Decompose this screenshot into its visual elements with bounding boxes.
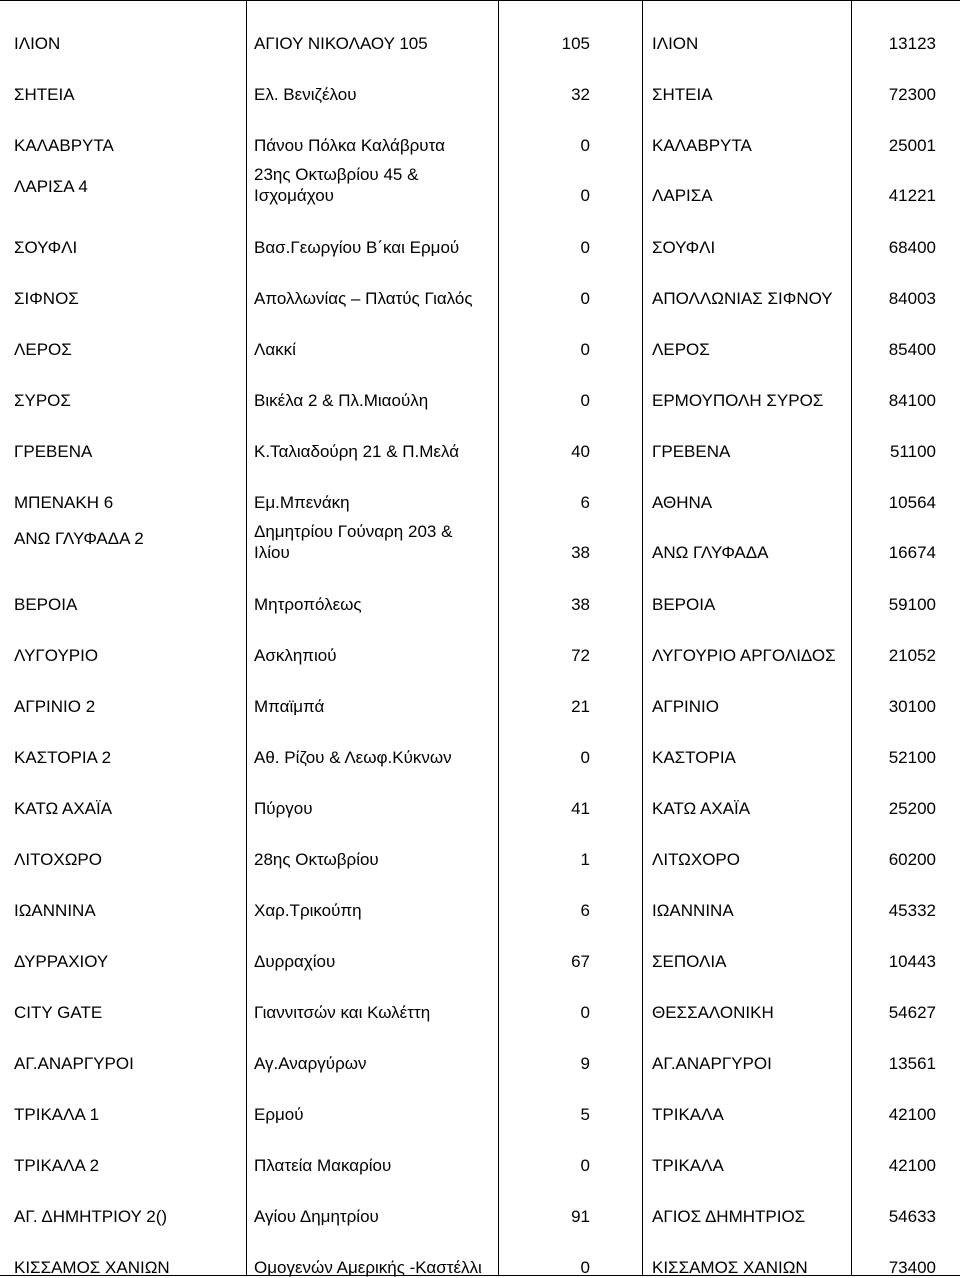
zip-cell: 60200 [888, 850, 936, 869]
street-cell: Εμ.Μπενάκη [254, 493, 350, 512]
number-cell: 105 [561, 34, 590, 53]
city-cell: ΣΟΥΦΛΙ [652, 238, 716, 257]
city-cell: ΒΕΡΟΙΑ [652, 595, 716, 614]
number-cell: 32 [571, 85, 590, 104]
street-cell: Δυρραχίου [254, 952, 336, 971]
column-divider [246, 0, 247, 1276]
street-cell: Ασκληπιού [254, 646, 337, 665]
city-cell: ΑΓΡΙΝΙΟ [652, 697, 719, 716]
city-cell: ΛΙΤΩΧΟΡΟ [652, 850, 740, 869]
street-cell: Ερμού [254, 1105, 304, 1124]
area-cell: ΙΛΙΟΝ [14, 34, 61, 53]
column-divider [642, 0, 643, 1276]
area-cell: ΒΕΡΟΙΑ [14, 595, 78, 614]
street-cell: Κ.Ταλιαδούρη 21 & Π.Μελά [254, 442, 460, 461]
zip-cell: 42100 [888, 1156, 936, 1175]
zip-cell: 13123 [888, 34, 936, 53]
number-cell: 38 [571, 543, 590, 562]
city-cell: ΚΙΣΣΑΜΟΣ ΧΑΝΙΩΝ [652, 1258, 808, 1277]
city-cell: ΣΗΤΕΙΑ [652, 85, 713, 104]
number-cell: 0 [580, 1003, 590, 1022]
number-cell: 6 [580, 493, 590, 512]
area-cell: ΔΥΡΡΑΧΙΟΥ [14, 952, 109, 971]
area-cell: ΚΑΤΩ ΑΧΑΪΑ [14, 799, 113, 818]
column-divider [498, 0, 499, 1276]
number-cell: 41 [571, 799, 590, 818]
zip-cell: 68400 [888, 238, 936, 257]
street-cell: Απολλωνίας – Πλατύς Γιαλός [254, 289, 473, 308]
number-cell: 0 [580, 136, 590, 155]
number-cell: 0 [580, 238, 590, 257]
area-cell: ΓΡΕΒΕΝΑ [14, 442, 93, 461]
number-cell: 5 [580, 1105, 590, 1124]
number-cell: 0 [580, 1156, 590, 1175]
street-cell: Χαρ.Τρικούπη [254, 901, 362, 920]
number-cell: 0 [580, 289, 590, 308]
number-cell: 1 [580, 850, 590, 869]
city-cell: ΚΑΛΑΒΡΥΤΑ [652, 136, 752, 155]
number-cell: 40 [571, 442, 590, 461]
number-cell: 0 [580, 340, 590, 359]
number-cell: 6 [580, 901, 590, 920]
zip-cell: 54633 [888, 1207, 936, 1226]
zip-cell: 41221 [888, 186, 936, 205]
area-cell: ΛΥΓΟΥΡΙΟ [14, 646, 99, 665]
city-cell: ΑΘΗΝΑ [652, 493, 713, 512]
zip-cell: 30100 [888, 697, 936, 716]
area-cell: ΣΟΥΦΛΙ [14, 238, 78, 257]
zip-cell: 45332 [888, 901, 936, 920]
area-cell: ΛΙΤΟΧΩΡΟ [14, 850, 102, 869]
street-cell: 28ης Οκτωβρίου [254, 850, 379, 869]
area-cell: ΑΝΩ ΓΛΥΦΑΔΑ 2 [14, 529, 144, 548]
number-cell: 72 [571, 646, 590, 665]
city-cell: ΑΓ.ΑΝΑΡΓΥΡΟΙ [652, 1054, 772, 1073]
area-cell: ΜΠΕΝΑΚΗ 6 [14, 493, 114, 512]
area-cell: CITY GATE [14, 1003, 103, 1022]
city-cell: ΤΡΙΚΑΛΑ [652, 1105, 724, 1124]
area-cell: ΛΕΡΟΣ [14, 340, 72, 359]
street-cell: Αγίου Δημητρίου [254, 1207, 379, 1226]
street-cell: Ελ. Βενιζέλου [254, 85, 357, 104]
zip-cell: 54627 [888, 1003, 936, 1022]
number-cell: 91 [571, 1207, 590, 1226]
zip-cell: 73400 [888, 1258, 936, 1277]
zip-cell: 52100 [888, 748, 936, 767]
street-cell: Δημητρίου Γούναρη 203 & Ιλίου [254, 522, 453, 562]
number-cell: 0 [580, 391, 590, 410]
city-cell: ΤΡΙΚΑΛΑ [652, 1156, 724, 1175]
street-cell: Πύργου [254, 799, 313, 818]
city-cell: ΙΛΙΟΝ [652, 34, 699, 53]
area-cell: ΤΡΙΚΑΛΑ 1 [14, 1105, 100, 1124]
area-cell: ΛΑΡΙΣΑ 4 [14, 177, 88, 196]
city-cell: ΚΑΣΤΟΡΙΑ [652, 748, 736, 767]
area-cell: ΣΗΤΕΙΑ [14, 85, 75, 104]
city-cell: ΛΑΡΙΣΑ [652, 186, 713, 205]
street-cell: Αθ. Ρίζου & Λεωφ.Κύκνων [254, 748, 452, 767]
area-cell: ΑΓΡΙΝΙΟ 2 [14, 697, 96, 716]
city-cell: ΕΡΜΟΥΠΟΛΗ ΣΥΡΟΣ [652, 391, 824, 410]
street-cell: Μπαϊμπά [254, 697, 325, 716]
street-cell: Λακκί [254, 340, 296, 359]
area-cell: ΑΓ.ΑΝΑΡΓΥΡΟΙ [14, 1054, 134, 1073]
zip-cell: 85400 [888, 340, 936, 359]
area-cell: ΚΙΣΣΑΜΟΣ ΧΑΝΙΩΝ [14, 1258, 170, 1277]
number-cell: 9 [580, 1054, 590, 1073]
zip-cell: 84003 [888, 289, 936, 308]
street-cell: Αγ.Αναργύρων [254, 1054, 367, 1073]
city-cell: ΓΡΕΒΕΝΑ [652, 442, 731, 461]
city-cell: ΛΥΓΟΥΡΙΟ ΑΡΓΟΛΙΔΟΣ [652, 646, 836, 665]
zip-cell: 51100 [889, 442, 936, 461]
zip-cell: 72300 [888, 85, 936, 104]
street-cell: Γιαννιτσών και Κωλέττη [254, 1003, 431, 1022]
number-cell: 0 [580, 1258, 590, 1277]
city-cell: ΑΝΩ ΓΛΥΦΑΔΑ [652, 543, 769, 562]
street-cell: Ομογενών Αμερικής -Καστέλλι [254, 1258, 482, 1277]
city-cell: ΙΩΑΝΝΙΝΑ [652, 901, 734, 920]
street-cell: 23ης Οκτωβρίου 45 & Ισχομάχου [254, 165, 419, 205]
zip-cell: 42100 [888, 1105, 936, 1124]
zip-cell: 25200 [888, 799, 936, 818]
city-cell: ΣΕΠΟΛΙΑ [652, 952, 727, 971]
area-cell: ΚΑΛΑΒΡΥΤΑ [14, 136, 114, 155]
number-cell: 67 [571, 952, 590, 971]
area-cell: ΚΑΣΤΟΡΙΑ 2 [14, 748, 112, 767]
area-cell: ΣΥΡΟΣ [14, 391, 71, 410]
city-cell: ΚΑΤΩ ΑΧΑΪΑ [652, 799, 751, 818]
street-cell: Βασ.Γεωργίου Β΄και Ερμού [254, 238, 460, 257]
street-cell: ΑΓΙΟΥ ΝΙΚΟΛΑΟΥ 105 [254, 34, 428, 53]
city-cell: ΘΕΣΣΑΛΟΝΙΚΗ [652, 1003, 774, 1022]
city-cell: ΛΕΡΟΣ [652, 340, 710, 359]
number-cell: 0 [580, 186, 590, 205]
area-cell: ΣΙΦΝΟΣ [14, 289, 79, 308]
street-cell: Πάνου Πόλκα Καλάβρυτα [254, 136, 445, 155]
zip-cell: 84100 [888, 391, 936, 410]
city-cell: ΑΠΟΛΛΩΝΙΑΣ ΣΙΦΝΟΥ [652, 289, 833, 308]
zip-cell: 10443 [888, 952, 936, 971]
zip-cell: 10564 [888, 493, 936, 512]
street-cell: Βικέλα 2 & Πλ.Μιαούλη [254, 391, 429, 410]
area-cell: ΑΓ. ΔΗΜΗΤΡΙΟΥ 2() [14, 1207, 168, 1226]
number-cell: 21 [571, 697, 590, 716]
number-cell: 0 [580, 748, 590, 767]
city-cell: ΑΓΙΟΣ ΔΗΜΗΤΡΙΟΣ [652, 1207, 806, 1226]
row-divider [0, 0, 960, 1]
number-cell: 38 [571, 595, 590, 614]
area-cell: ΤΡΙΚΑΛΑ 2 [14, 1156, 100, 1175]
zip-cell: 13561 [888, 1054, 936, 1073]
zip-cell: 16674 [888, 543, 936, 562]
zip-cell: 21052 [888, 646, 936, 665]
street-cell: Μητροπόλεως [254, 595, 362, 614]
area-cell: ΙΩΑΝΝΙΝΑ [14, 901, 96, 920]
zip-cell: 59100 [888, 595, 936, 614]
street-cell: Πλατεία Μακαρίου [254, 1156, 392, 1175]
zip-cell: 25001 [888, 136, 936, 155]
